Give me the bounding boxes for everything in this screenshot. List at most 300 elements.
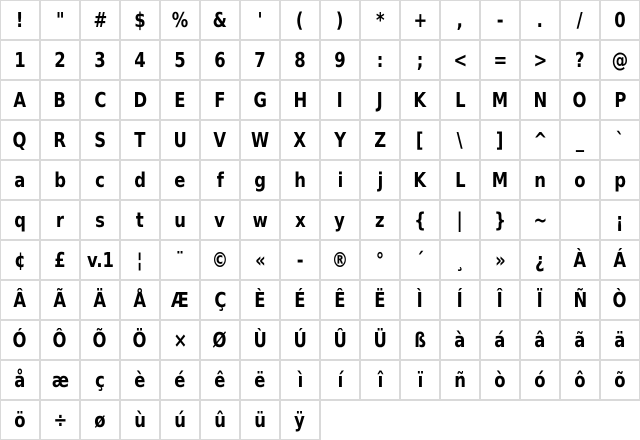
glyph-cell[interactable] — [360, 40, 400, 80]
glyph-cell[interactable] — [440, 320, 480, 360]
glyph-cell[interactable] — [200, 120, 240, 160]
glyph: < — [453, 48, 467, 72]
glyph: v — [214, 208, 226, 232]
glyph-cell[interactable] — [600, 160, 640, 200]
glyph: ) — [336, 8, 344, 32]
glyph: â — [534, 328, 546, 352]
glyph-cell[interactable] — [200, 80, 240, 120]
glyph-cell[interactable] — [600, 240, 640, 280]
glyph-cell[interactable] — [160, 120, 200, 160]
glyph-cell[interactable] — [400, 320, 440, 360]
glyph-cell[interactable] — [240, 200, 280, 240]
glyph-cell[interactable] — [280, 80, 320, 120]
glyph-cell[interactable] — [240, 320, 280, 360]
glyph-cell[interactable] — [40, 400, 80, 440]
glyph: P — [613, 88, 627, 112]
glyph: á — [494, 328, 506, 352]
glyph-cell[interactable] — [600, 40, 640, 80]
glyph: $ — [134, 8, 146, 32]
glyph-cell[interactable] — [0, 40, 40, 80]
glyph: K — [413, 88, 427, 112]
glyph-cell[interactable] — [400, 240, 440, 280]
glyph-cell[interactable] — [120, 280, 160, 320]
glyph-cell[interactable] — [600, 320, 640, 360]
glyph: Ñ — [573, 288, 587, 312]
glyph-cell[interactable] — [240, 400, 280, 440]
glyph-cell[interactable] — [520, 0, 560, 40]
glyph-cell[interactable] — [40, 80, 80, 120]
glyph-cell[interactable] — [560, 320, 600, 360]
glyph-cell[interactable] — [320, 200, 360, 240]
glyph-cell[interactable] — [120, 160, 160, 200]
glyph: > — [533, 48, 547, 72]
glyph-cell[interactable] — [80, 0, 120, 40]
glyph-cell[interactable] — [240, 0, 280, 40]
glyph-cell[interactable] — [80, 320, 120, 360]
glyph: z — [375, 208, 385, 232]
glyph: £ — [54, 248, 66, 272]
glyph: [ — [416, 128, 424, 152]
glyph-cell[interactable] — [440, 160, 480, 200]
glyph-cell[interactable] — [160, 280, 200, 320]
glyph-cell[interactable] — [240, 160, 280, 200]
glyph: | — [457, 208, 463, 232]
glyph-cell[interactable] — [40, 160, 80, 200]
glyph-cell[interactable] — [200, 280, 240, 320]
glyph: ~ — [533, 208, 547, 232]
glyph: Ù — [253, 328, 267, 352]
glyph-cell[interactable] — [0, 320, 40, 360]
glyph-cell[interactable] — [200, 40, 240, 80]
glyph: ¢ — [14, 248, 26, 272]
glyph-cell[interactable] — [400, 200, 440, 240]
glyph-cell[interactable] — [80, 80, 120, 120]
glyph: C — [93, 88, 107, 112]
glyph-cell[interactable] — [120, 120, 160, 160]
glyph: ì — [297, 368, 303, 392]
glyph-cell[interactable] — [480, 280, 520, 320]
glyph: J — [376, 88, 384, 112]
glyph: q — [14, 208, 26, 232]
glyph-cell[interactable] — [240, 360, 280, 400]
glyph-cell[interactable] — [280, 240, 320, 280]
glyph-cell[interactable] — [360, 280, 400, 320]
glyph-cell[interactable] — [280, 40, 320, 80]
glyph-cell[interactable] — [480, 320, 520, 360]
glyph-cell[interactable] — [520, 200, 560, 240]
glyph: ë — [254, 368, 266, 392]
glyph: t — [136, 208, 144, 232]
glyph-cell[interactable] — [520, 320, 560, 360]
glyph: y — [334, 208, 346, 232]
glyph-cell[interactable] — [480, 160, 520, 200]
glyph: d — [134, 168, 146, 192]
glyph: M — [491, 88, 509, 112]
glyph-cell[interactable] — [600, 200, 640, 240]
glyph-cell[interactable] — [120, 320, 160, 360]
glyph-cell[interactable] — [160, 160, 200, 200]
glyph: / — [577, 8, 583, 32]
glyph-cell[interactable] — [600, 0, 640, 40]
glyph-cell[interactable] — [440, 80, 480, 120]
glyph-cell[interactable] — [40, 320, 80, 360]
glyph: ü — [254, 408, 266, 432]
glyph-cell[interactable] — [320, 320, 360, 360]
glyph-cell[interactable] — [280, 360, 320, 400]
glyph: ä — [614, 328, 626, 352]
glyph: ¡ — [616, 208, 624, 232]
glyph-cell[interactable] — [0, 200, 40, 240]
glyph-cell[interactable] — [520, 160, 560, 200]
glyph: 0 — [614, 8, 626, 32]
glyph-cell[interactable] — [560, 360, 600, 400]
glyph-cell[interactable] — [320, 40, 360, 80]
glyph-cell[interactable] — [400, 360, 440, 400]
glyph: Å — [133, 288, 147, 312]
glyph-cell[interactable] — [480, 360, 520, 400]
glyph-cell[interactable] — [600, 360, 640, 400]
glyph: Î — [496, 288, 504, 312]
glyph: ¨ — [175, 248, 185, 272]
glyph-cell[interactable] — [80, 200, 120, 240]
glyph-cell[interactable] — [80, 240, 120, 280]
glyph-cell[interactable] — [120, 400, 160, 440]
glyph: r — [55, 208, 65, 232]
glyph: H — [293, 88, 307, 112]
glyph: & — [212, 8, 228, 32]
glyph-cell[interactable] — [240, 280, 280, 320]
glyph-cell[interactable] — [280, 320, 320, 360]
glyph: 4 — [134, 48, 146, 72]
glyph-cell[interactable] — [440, 360, 480, 400]
glyph-cell[interactable] — [80, 360, 120, 400]
glyph: ô — [574, 368, 586, 392]
glyph-cell[interactable] — [120, 40, 160, 80]
glyph: 5 — [174, 48, 186, 72]
glyph: p — [614, 168, 626, 192]
glyph: M — [491, 168, 509, 192]
glyph: ú — [174, 408, 186, 432]
glyph: 9 — [334, 48, 346, 72]
glyph: B — [53, 88, 67, 112]
glyph-cell[interactable] — [200, 400, 240, 440]
glyph-cell[interactable] — [440, 120, 480, 160]
glyph-cell[interactable] — [120, 0, 160, 40]
glyph-cell[interactable] — [520, 240, 560, 280]
glyph-cell[interactable] — [240, 240, 280, 280]
glyph-cell[interactable] — [480, 40, 520, 80]
glyph-cell[interactable] — [0, 400, 40, 440]
glyph-cell[interactable] — [280, 200, 320, 240]
glyph-cell[interactable] — [440, 240, 480, 280]
glyph-cell[interactable] — [40, 360, 80, 400]
glyph: V — [213, 128, 227, 152]
glyph: × — [173, 328, 187, 352]
glyph-cell[interactable] — [560, 40, 600, 80]
glyph-cell[interactable] — [360, 80, 400, 120]
glyph-cell[interactable] — [520, 280, 560, 320]
glyph: ï — [417, 368, 423, 392]
glyph-cell[interactable] — [200, 200, 240, 240]
glyph-cell[interactable] — [560, 240, 600, 280]
glyph: ^ — [533, 128, 547, 152]
glyph: x — [294, 208, 306, 232]
glyph-cell[interactable] — [600, 120, 640, 160]
glyph: Õ — [93, 328, 107, 352]
glyph: è — [134, 368, 146, 392]
glyph: Ü — [373, 328, 387, 352]
glyph: ç — [95, 368, 105, 392]
glyph: o — [574, 168, 586, 192]
glyph-cell[interactable] — [440, 40, 480, 80]
glyph: j — [377, 168, 383, 192]
glyph-cell[interactable] — [280, 120, 320, 160]
glyph-cell[interactable] — [280, 280, 320, 320]
glyph-cell[interactable] — [560, 0, 600, 40]
glyph-cell[interactable] — [280, 160, 320, 200]
glyph-cell[interactable] — [240, 80, 280, 120]
glyph: i — [337, 168, 343, 192]
glyph: » — [494, 248, 506, 272]
glyph-cell[interactable] — [360, 360, 400, 400]
glyph-cell[interactable] — [80, 120, 120, 160]
glyph-cell[interactable] — [360, 120, 400, 160]
glyph: ® — [331, 248, 349, 272]
glyph: ] — [496, 128, 504, 152]
glyph-cell[interactable] — [80, 400, 120, 440]
glyph-cell[interactable] — [560, 80, 600, 120]
glyph-cell[interactable] — [0, 360, 40, 400]
glyph: é — [174, 368, 186, 392]
glyph: Ï — [536, 288, 544, 312]
glyph: Æ — [171, 288, 189, 312]
glyph: u — [174, 208, 186, 232]
glyph-cell[interactable] — [600, 280, 640, 320]
glyph: } — [494, 208, 506, 232]
glyph-cell[interactable] — [120, 200, 160, 240]
glyph-cell[interactable] — [560, 160, 600, 200]
glyph: © — [211, 248, 229, 272]
glyph-cell[interactable] — [400, 40, 440, 80]
glyph: U — [173, 128, 187, 152]
glyph: # — [93, 8, 107, 32]
glyph: L — [454, 88, 466, 112]
glyph: ` — [615, 128, 625, 152]
glyph-cell[interactable] — [320, 160, 360, 200]
glyph-cell[interactable] — [200, 0, 240, 40]
glyph-cell[interactable] — [320, 120, 360, 160]
glyph: Q — [13, 128, 27, 152]
glyph-cell[interactable] — [0, 120, 40, 160]
glyph: 2 — [54, 48, 66, 72]
glyph: å — [14, 368, 26, 392]
glyph-cell[interactable] — [160, 80, 200, 120]
glyph: G — [253, 88, 267, 112]
glyph: - — [496, 8, 504, 32]
glyph-cell[interactable] — [80, 280, 120, 320]
glyph: ° — [375, 248, 385, 272]
glyph-cell[interactable] — [520, 120, 560, 160]
glyph: s — [95, 208, 105, 232]
glyph-cell[interactable] — [320, 0, 360, 40]
glyph-cell[interactable] — [320, 280, 360, 320]
glyph: 6 — [214, 48, 226, 72]
glyph-cell[interactable] — [160, 320, 200, 360]
glyph-cell[interactable] — [320, 240, 360, 280]
glyph: Ë — [374, 288, 386, 312]
glyph-cell[interactable] — [160, 200, 200, 240]
glyph-cell[interactable] — [400, 160, 440, 200]
glyph: ÿ — [294, 408, 306, 432]
glyph-cell[interactable] — [360, 160, 400, 200]
glyph-cell[interactable] — [520, 80, 560, 120]
glyph: õ — [614, 368, 626, 392]
glyph-cell[interactable] — [400, 280, 440, 320]
glyph-cell[interactable] — [320, 80, 360, 120]
glyph: I — [336, 88, 344, 112]
glyph-cell[interactable] — [160, 400, 200, 440]
glyph: ' — [257, 8, 263, 32]
glyph-cell[interactable] — [560, 280, 600, 320]
glyph: F — [214, 88, 226, 112]
glyph: ù — [134, 408, 146, 432]
glyph: = — [493, 48, 507, 72]
glyph: Ä — [93, 288, 107, 312]
glyph-cell[interactable] — [440, 280, 480, 320]
glyph-cell[interactable] — [0, 160, 40, 200]
glyph: Í — [456, 288, 464, 312]
glyph: : — [376, 48, 384, 72]
glyph-cell[interactable] — [360, 0, 400, 40]
glyph: ! — [16, 8, 24, 32]
glyph-cell[interactable] — [40, 40, 80, 80]
glyph-cell[interactable] — [160, 360, 200, 400]
glyph-cell[interactable] — [480, 120, 520, 160]
glyph: n — [534, 168, 546, 192]
glyph-cell[interactable] — [480, 240, 520, 280]
glyph: Ê — [334, 288, 346, 312]
glyph: ö — [14, 408, 26, 432]
glyph-cell[interactable] — [40, 240, 80, 280]
glyph: * — [375, 8, 385, 32]
glyph-cell[interactable] — [0, 240, 40, 280]
glyph-cell[interactable] — [480, 0, 520, 40]
glyph-cell[interactable] — [160, 0, 200, 40]
glyph: ? — [575, 48, 585, 72]
glyph: Ç — [213, 288, 227, 312]
glyph-cell[interactable] — [40, 280, 80, 320]
glyph-cell[interactable] — [120, 360, 160, 400]
glyph-cell[interactable] — [0, 280, 40, 320]
glyph: ¦ — [137, 248, 143, 272]
glyph: , — [456, 8, 464, 32]
glyph-cell[interactable] — [160, 40, 200, 80]
glyph: Û — [333, 328, 347, 352]
glyph: À — [573, 248, 587, 272]
glyph-cell[interactable] — [40, 0, 80, 40]
glyph-cell[interactable] — [40, 200, 80, 240]
glyph: Y — [334, 128, 346, 152]
glyph: 3 — [94, 48, 106, 72]
glyph: N — [533, 88, 547, 112]
glyph-cell[interactable] — [400, 120, 440, 160]
glyph-cell[interactable] — [480, 80, 520, 120]
glyph-cell[interactable] — [0, 80, 40, 120]
glyph-cell[interactable] — [320, 360, 360, 400]
glyph-cell[interactable] — [440, 0, 480, 40]
glyph: c — [95, 168, 105, 192]
glyph-cell[interactable] — [80, 40, 120, 80]
glyph-cell[interactable] — [240, 120, 280, 160]
glyph: L — [454, 168, 466, 192]
glyph: K — [413, 168, 427, 192]
glyph: E — [174, 88, 186, 112]
glyph: Ú — [293, 328, 307, 352]
glyph: « — [254, 248, 266, 272]
glyph-cell[interactable] — [400, 0, 440, 40]
glyph-cell[interactable] — [520, 40, 560, 80]
glyph-cell[interactable] — [120, 80, 160, 120]
glyph-cell[interactable] — [280, 400, 320, 440]
glyph-cell[interactable] — [360, 200, 400, 240]
glyph: ¿ — [535, 248, 545, 272]
glyph: ê — [214, 368, 226, 392]
glyph: Z — [374, 128, 386, 152]
glyph-cell[interactable] — [600, 80, 640, 120]
glyph: ø — [94, 408, 106, 432]
glyph: û — [214, 408, 226, 432]
glyph-cell[interactable] — [480, 200, 520, 240]
glyph: ( — [296, 8, 304, 32]
glyph-cell[interactable] — [200, 360, 240, 400]
glyph-cell[interactable] — [120, 240, 160, 280]
glyph: 8 — [294, 48, 306, 72]
glyph-cell[interactable] — [200, 240, 240, 280]
glyph-cell[interactable] — [360, 320, 400, 360]
glyph-cell[interactable] — [200, 320, 240, 360]
glyph-cell[interactable] — [560, 200, 600, 240]
glyph-cell[interactable] — [440, 200, 480, 240]
glyph: ã — [574, 328, 586, 352]
glyph-cell[interactable] — [520, 360, 560, 400]
glyph: É — [294, 288, 306, 312]
glyph-cell[interactable] — [400, 80, 440, 120]
glyph: R — [53, 128, 67, 152]
glyph: h — [294, 168, 306, 192]
glyph: b — [54, 168, 66, 192]
glyph-cell[interactable] — [160, 240, 200, 280]
glyph-cell[interactable] — [560, 120, 600, 160]
glyph-cell[interactable] — [360, 240, 400, 280]
glyph-cell[interactable] — [280, 0, 320, 40]
glyph: e — [174, 168, 186, 192]
glyph-cell[interactable] — [240, 40, 280, 80]
glyph-cell[interactable] — [80, 160, 120, 200]
glyph: " — [55, 8, 65, 32]
glyph-cell[interactable] — [200, 160, 240, 200]
glyph: A — [13, 88, 27, 112]
glyph-cell[interactable] — [40, 120, 80, 160]
glyph: ó — [534, 368, 546, 392]
glyph: % — [171, 8, 189, 32]
glyph: Ò — [613, 288, 627, 312]
glyph: Â — [13, 288, 27, 312]
glyph-cell[interactable] — [0, 0, 40, 40]
glyph: Ó — [13, 328, 27, 352]
glyph: 7 — [254, 48, 266, 72]
glyph: ò — [494, 368, 506, 392]
glyph: ¸ — [455, 248, 465, 272]
